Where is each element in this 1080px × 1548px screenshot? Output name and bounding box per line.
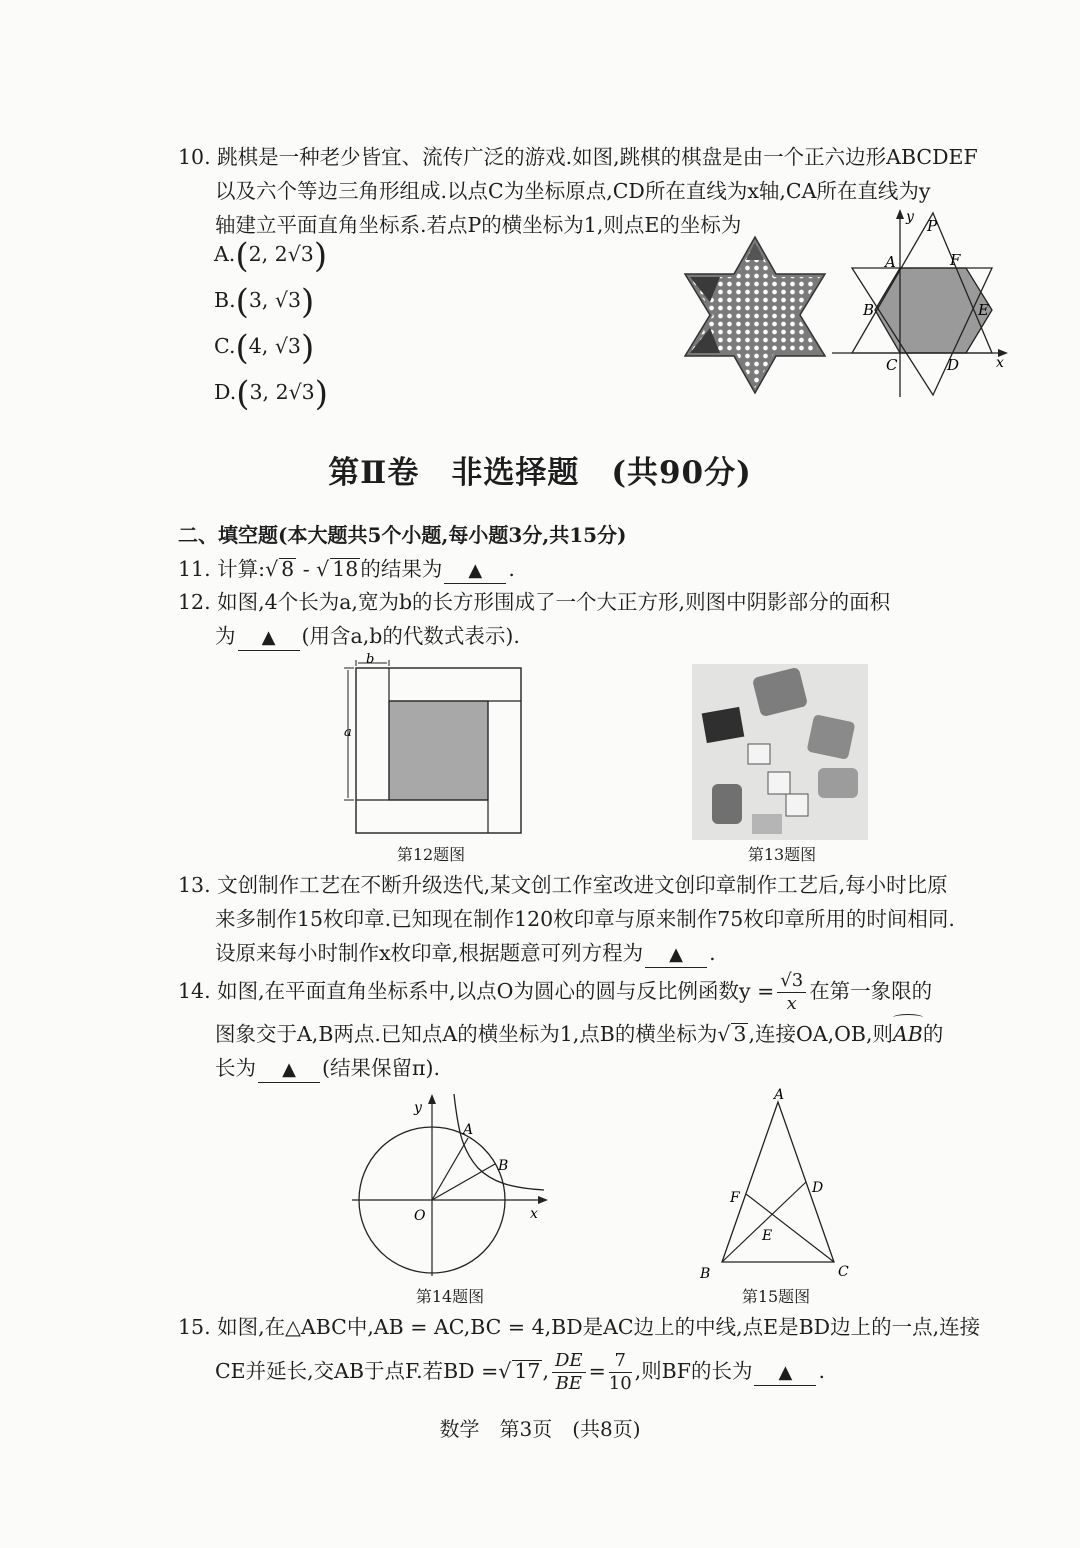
label-b: b xyxy=(366,652,375,667)
label-f: F xyxy=(730,1190,740,1206)
label-o: O xyxy=(414,1208,426,1224)
label-p: P xyxy=(927,217,938,235)
fill-in-subhead: 二、填空题(本大题共5个小题,每小题3分,共15分) xyxy=(178,523,627,547)
label-c: C xyxy=(838,1264,849,1280)
label-a: A xyxy=(885,253,896,271)
label-y: y xyxy=(906,209,914,225)
label-c: C xyxy=(886,356,898,374)
label-b: B xyxy=(863,301,875,319)
figure-12-squares xyxy=(336,652,528,836)
question-14: 14. 如图,在平面直角坐标系中,以点O为圆心的圆与反比例函数y = $\frac{√3}{x}$ 在第一象限的 图象交于A,B两点.已知点A的横坐标为1,点B的横坐标为√ 3,连接OA,OB,则 AB的 长为 ▲ (结果保留π). xyxy=(178,970,1028,1085)
page-footer: 数学 第3页 (共8页) xyxy=(439,1417,641,1441)
question-10: 10. 跳棋是一种老少皆宜、流传广泛的游戏.如图,跳棋的棋盘是由一个正六边形ABCDEF 以及六个等边三角形组成.以点C为坐标原点,CD所在直线为x轴,CA所在直线为y 轴建立平面直角坐标系.若点P的横坐标为1,则点E的坐标为 xyxy=(178,145,978,237)
option-d[interactable]: D.(3, 2√3) xyxy=(214,374,328,414)
label-a: a xyxy=(344,725,352,740)
section-title: 第Ⅱ卷 非选择题 (共90分) xyxy=(328,455,752,491)
answer-blank-12[interactable]: ▲ xyxy=(238,626,300,651)
question-11: 11. 计算:√ 8 - √ 18的结果为 ▲ . xyxy=(178,552,1028,586)
caption-14: 第14题图 xyxy=(415,1287,485,1306)
caption-13: 第13题图 xyxy=(747,845,817,864)
label-d: D xyxy=(947,356,960,374)
label-a: A xyxy=(774,1087,785,1103)
option-c[interactable]: C.(4, √3) xyxy=(214,328,315,368)
label-b: B xyxy=(700,1266,711,1282)
answer-blank-11[interactable]: ▲ xyxy=(444,559,506,584)
option-b[interactable]: B.(3, √3) xyxy=(214,282,315,322)
label-f: F xyxy=(950,251,961,269)
label-x: x xyxy=(996,355,1004,371)
figure-14-circle-hyperbola xyxy=(348,1090,548,1280)
figure-15-triangle xyxy=(694,1086,860,1282)
question-15: 15. 如图,在△ABC中,AB = AC,BC = 4,BD是AC边上的中线,点E是BD边上的一点,连接 CE并延长,交AB于点F.若BD =√ 17, $\frac{DE}{BE}$ = $\frac{7}{10}$ ,则BF的长为 ▲ . xyxy=(178,1315,981,1394)
label-e: E xyxy=(978,301,989,319)
answer-blank-15[interactable]: ▲ xyxy=(754,1361,816,1386)
label-y: y xyxy=(414,1100,422,1116)
label-e: E xyxy=(762,1228,773,1244)
caption-15: 第15题图 xyxy=(741,1287,811,1306)
checkers-board-image xyxy=(680,232,830,398)
label-b: B xyxy=(498,1158,509,1174)
label-d: D xyxy=(812,1180,824,1196)
figure-13-stamps-photo xyxy=(692,664,868,840)
label-x: x xyxy=(530,1206,538,1222)
answer-blank-14[interactable]: ▲ xyxy=(258,1058,320,1083)
answer-blank-13[interactable]: ▲ xyxy=(645,943,707,968)
label-a: A xyxy=(463,1122,474,1138)
caption-12: 第12题图 xyxy=(396,845,466,864)
question-12: 12. 如图,4个长为a,宽为b的长方形围成了一个大正方形,则图中阴影部分的面积 为 ▲ (用含a,b的代数式表示). xyxy=(178,585,1028,653)
hexagram-diagram xyxy=(832,205,1014,401)
question-13: 13. 文创制作工艺在不断升级迭代,某文创工作室改进文创印章制作工艺后,每小时比原 来多制作15枚印章.已知现在制作120枚印章与原来制作75枚印章所用的时间相同. 设原来每小时制作x枚印章,根据题意可列方程为 ▲ . xyxy=(178,868,1028,970)
option-a[interactable]: A.(2, 2√3) xyxy=(214,236,328,276)
